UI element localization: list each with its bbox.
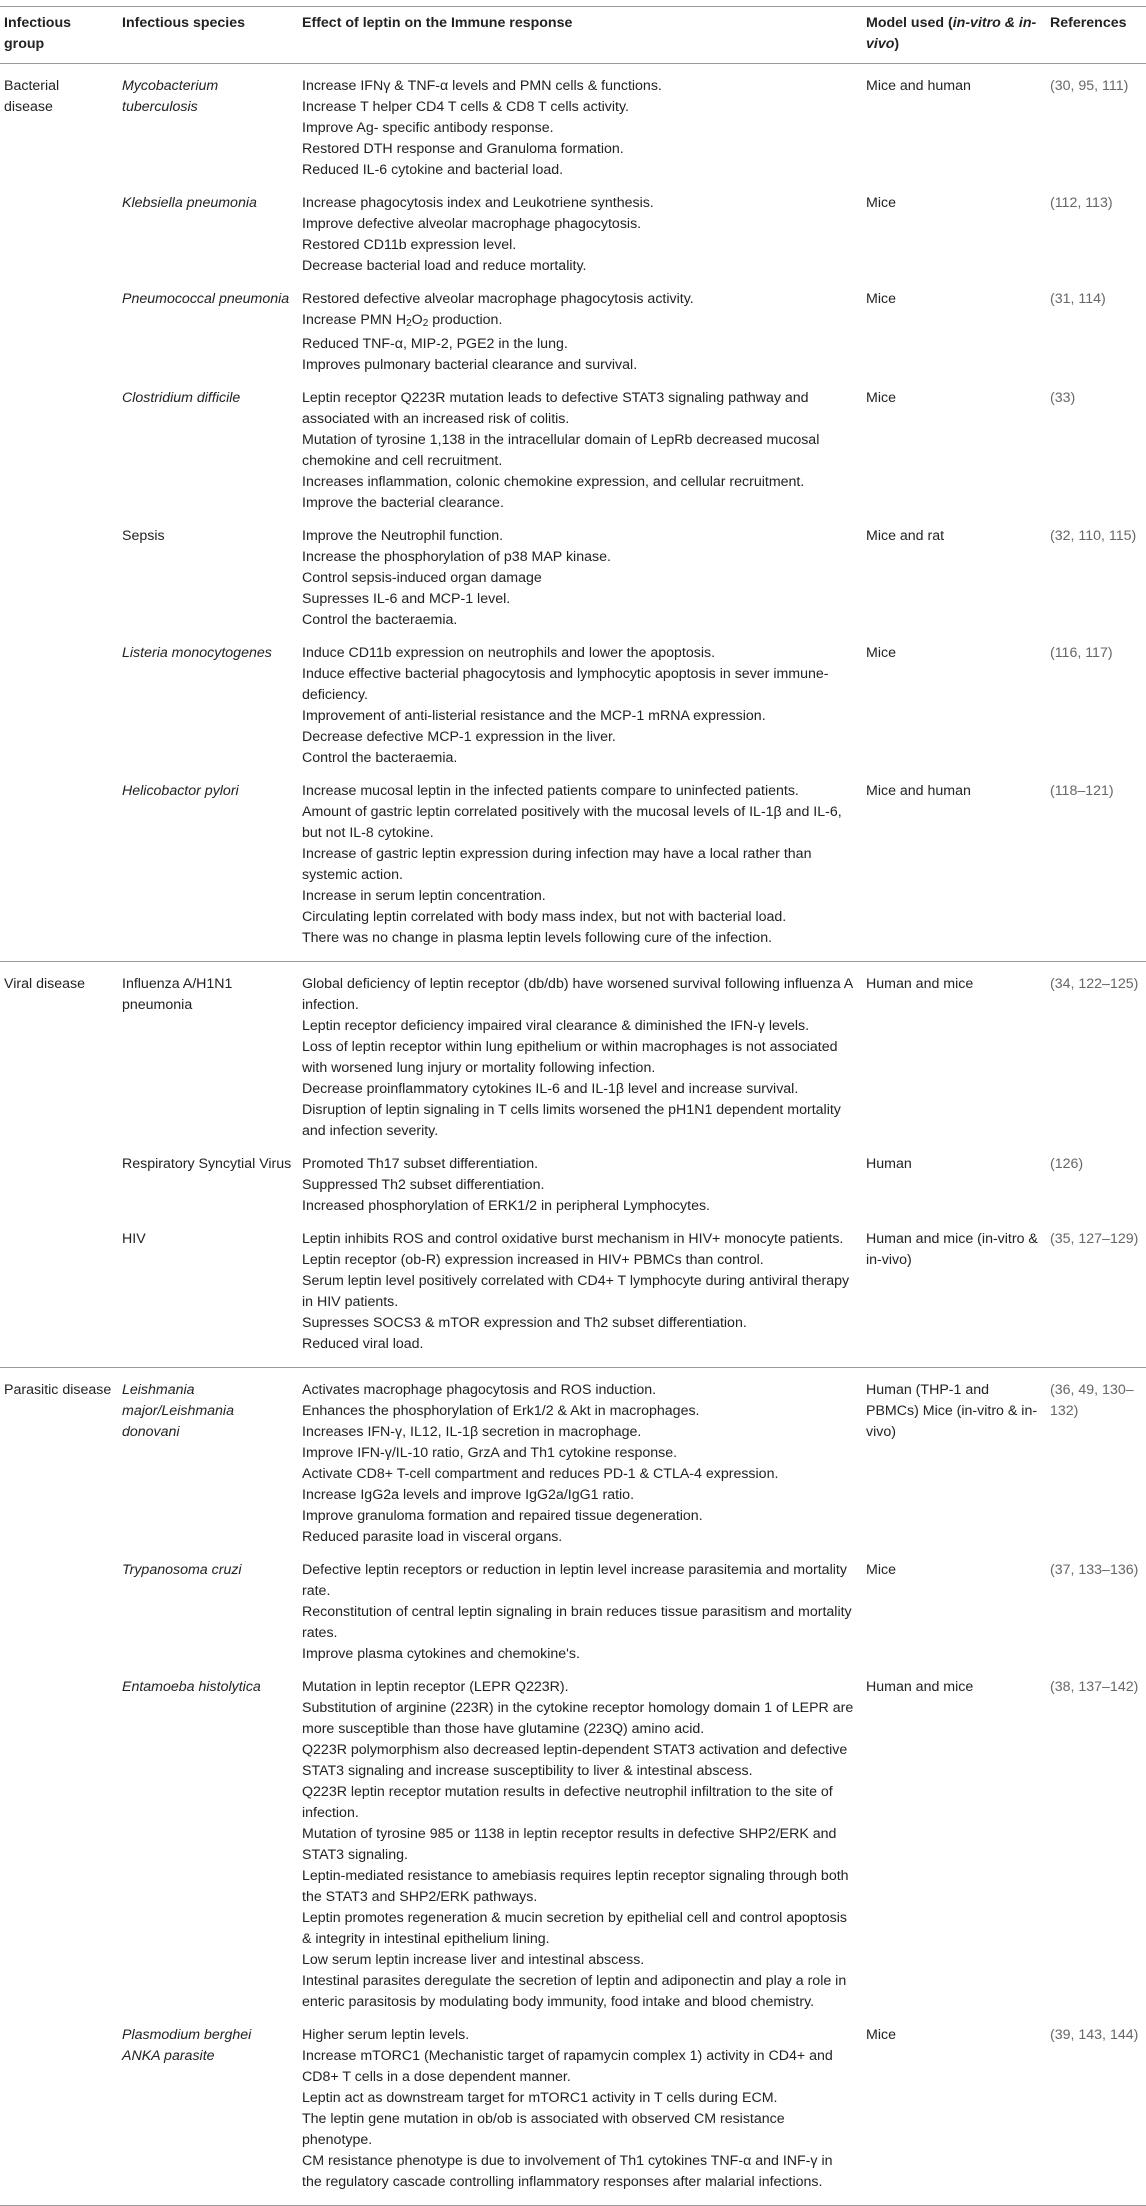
effect-cell [298,962,862,1143]
spacer-cell [298,514,862,526]
infectious-group-cell [0,526,118,631]
header-infectious-species: Infectious species [118,7,298,64]
spacer-cell [298,1142,862,1154]
effect-line: Amount of gastric leptin correlated positively with the mucosal levels of IL-1β and IL-6, but not IL-8 cytokine. [302,804,842,841]
effect-line: Improve IFN-γ/IL-10 ratio, GrzA and Th1 cytokine response. [302,1445,678,1461]
row-spacer [0,1142,1146,1154]
spacer-cell [118,1548,298,1560]
effect-line: Improve defective alveolar macrophage phagocytosis. [302,216,642,232]
model-cell: Human [866,1156,912,1172]
effect-cell [298,1677,862,2013]
effect-cell [298,1368,862,1549]
infectious-species-cell: Trypanosoma cruzi [122,1562,242,1578]
effect-line: Restored CD11b expression level. [302,237,517,253]
effect-cell [298,1229,862,1368]
table-row [0,1229,1146,1368]
infectious-species-cell: Clostridium difficile [122,390,241,406]
effect-line: Disruption of leptin signaling in T cells limits worsened the pH1N1 dependent mortality and infection severity. [302,1102,841,1139]
effect-line: Decrease bacterial load and reduce mortality. [302,258,587,274]
infectious-group-cell [0,1229,118,1368]
effect-line: Mutation in leptin receptor (LEPR Q223R). [302,1679,569,1695]
table-row [0,962,1146,1143]
effect-cell [298,193,862,277]
header-references: References [1046,7,1146,64]
spacer-cell [1046,514,1146,526]
infectious-species-cell: Mycobacterium tuberculosis [122,78,219,115]
spacer-cell [298,769,862,781]
infectious-species-cell: Helicobactor pylori [118,781,298,962]
spacer-cell [118,1217,298,1229]
effect-line: Reduced viral load. [302,1336,424,1352]
effect-line: CM resistance phenotype is due to involvement of Th1 cytokines TNF-α and INF-γ in the regulatory cascade controlling inflammatory responses after malarial infections. [302,2153,833,2190]
references-cell: (118–121) [1046,781,1146,962]
model-cell: Mice and human [862,781,1046,962]
effect-line: Induce CD11b expression on neutrophils and lower the apoptosis. [302,645,716,661]
effect-line: Improve the bacterial clearance. [302,495,504,511]
effect-line: Enhances the phosphorylation of Erk1/2 & Akt in macrophages. [302,1403,700,1419]
spacer-cell [118,181,298,193]
spacer-cell [0,1548,118,1560]
spacer-cell [298,1665,862,1677]
table-row [0,1154,1146,1217]
spacer-cell [0,769,118,781]
references-cell: (36, 49, 130–132) [1050,1382,1134,1419]
references-cell: (32, 110, 115) [1050,528,1137,544]
infectious-species-cell: Sepsis [122,528,165,544]
effect-line: Increases inflammation, colonic chemokine expression, and cellular recruitment. [302,474,805,490]
infectious-species-cell: Pneumococcal pneumonia [122,291,290,307]
effect-line: There was no change in plasma leptin levels following cure of the infection. [302,930,773,946]
effect-line: Increase phagocytosis index and Leukotriene synthesis. [302,195,654,211]
effect-cell [298,781,862,962]
spacer-cell [118,1665,298,1677]
table-row [0,643,1146,769]
effect-line: Increase IFNγ & TNF-α levels and PMN cells & functions. [302,78,662,94]
effect-line: Increase mTORC1 (Mechanistic target of rapamycin complex 1) activity in CD4+ and CD8+ T cells in a dose dependent manner. [302,2048,833,2085]
effect-cell [298,1154,862,1217]
table-row [0,64,1146,182]
spacer-cell [298,1217,862,1229]
references-cell: (116, 117) [1050,645,1113,661]
spacer-cell [862,1548,1046,1560]
effect-line: Intestinal parasites deregulate the secretion of leptin and adiponectin and play a role in enteric parasitosis by modulating body immunity, food intake and blood chemistry. [302,1973,847,2010]
spacer-cell [0,1142,118,1154]
effect-cell [298,2025,862,2206]
row-spacer [0,1217,1146,1229]
spacer-cell [1046,769,1146,781]
effect-line: Restored DTH response and Granuloma formation. [302,141,624,157]
table-row [0,388,1146,514]
references-cell: (34, 122–125) [1050,976,1139,992]
table-row [0,1560,1146,1665]
effect-line: Increase the phosphorylation of p38 MAP kinase. [302,549,611,565]
effect-line: Induce effective bacterial phagocytosis and lymphocytic apoptosis in sever immune-deficiency. [302,666,829,703]
header-effect: Effect of leptin on the Immune response [298,7,862,64]
effect-line: Reduced IL-6 cytokine and bacterial load. [302,162,564,178]
spacer-cell [862,1217,1046,1229]
spacer-cell [862,769,1046,781]
references-cell: (33) [1050,390,1076,406]
infectious-group-cell: Viral disease [4,976,85,992]
spacer-cell [1046,1548,1146,1560]
spacer-cell [1046,376,1146,388]
infectious-group-cell [0,643,118,769]
row-spacer [0,631,1146,643]
infectious-species-cell: Respiratory Syncytial Virus [122,1156,292,1172]
row-spacer [0,514,1146,526]
effect-line: Improves pulmonary bacterial clearance and survival. [302,357,638,373]
spacer-cell [118,2013,298,2025]
spacer-cell [118,277,298,289]
spacer-cell [862,2013,1046,2025]
infectious-group-cell [0,2025,118,2206]
spacer-cell [1046,631,1146,643]
header-model-italic: in-vitro & in-vivo [866,15,1037,52]
spacer-cell [0,631,118,643]
effect-line: Defective leptin receptors or reduction in leptin level increase parasitemia and mortality rate. [302,1562,847,1599]
infectious-group-cell: Parasitic disease [4,1382,112,1398]
spacer-cell [118,1142,298,1154]
effect-line: Increase IgG2a levels and improve IgG2a/IgG1 ratio. [302,1487,635,1503]
references-cell: (37, 133–136) [1050,1562,1139,1578]
infectious-group-cell [0,193,118,277]
effect-cell [298,289,862,376]
effect-cell [298,643,862,769]
infectious-group-cell [0,1154,118,1217]
spacer-cell [862,1142,1046,1154]
spacer-cell [1046,1665,1146,1677]
spacer-cell [1046,2013,1146,2025]
infectious-species-cell: Influenza A/H1N1 pneumonia [122,976,233,1013]
spacer-cell [0,514,118,526]
row-spacer [0,769,1146,781]
effect-line: Reconstitution of central leptin signaling in brain reduces tissue parasitism and mortality rates. [302,1604,852,1641]
model-cell: Mice [866,195,896,211]
effect-line: Restored defective alveolar macrophage phagocytosis activity. [302,291,694,307]
model-cell: Human and mice [866,1679,974,1695]
spacer-cell [0,277,118,289]
effect-line: Activates macrophage phagocytosis and ROS induction. [302,1382,657,1398]
effect-line: Leptin inhibits ROS and control oxidative burst mechanism in HIV+ monocyte patients. [302,1231,844,1247]
table-row [0,2025,1146,2206]
spacer-cell [1046,1217,1146,1229]
effect-line: Increased phosphorylation of ERK1/2 in peripheral Lymphocytes. [302,1198,710,1214]
effect-line: Increase in serum leptin concentration. [302,888,546,904]
model-cell: Human (THP-1 and PBMCs) Mice (in-vitro & in-vivo) [866,1382,1038,1440]
effect-line: Reduced TNF-α, MIP-2, PGE2 in the lung. [302,336,568,352]
infectious-group-cell [0,1560,118,1665]
infectious-species-cell: Listeria monocytogenes [122,645,272,661]
effect-line: Mutation of tyrosine 985 or 1138 in leptin receptor results in defective SHP2/ERK and STAT3 signaling. [302,1826,837,1863]
infectious-species-cell: Plasmodium berghei ANKA parasite [118,2025,298,2206]
effect-line: Improve the Neutrophil function. [302,528,504,544]
spacer-cell [0,181,118,193]
spacer-cell [862,1665,1046,1677]
table-row [0,526,1146,631]
effect-line: Q223R leptin receptor mutation results in defective neutrophil infiltration to the site of infection. [302,1784,833,1821]
effect-line: Increase T helper CD4 T cells & CD8 T cells activity. [302,99,629,115]
infectious-group-cell [0,388,118,514]
spacer-cell [862,376,1046,388]
references-cell: (112, 113) [1050,195,1113,211]
header-model-text: Model used ( [866,15,953,31]
spacer-cell [118,631,298,643]
spacer-cell [298,631,862,643]
effect-line: Improve plasma cytokines and chemokine's. [302,1646,580,1662]
row-spacer [0,1665,1146,1677]
effect-line: The leptin gene mutation in ob/ob is associated with observed CM resistance phenotype. [302,2111,785,2148]
model-cell: Mice [866,645,896,661]
spacer-cell [1046,1142,1146,1154]
header-infectious-group: Infectious group [0,7,118,64]
spacer-cell [118,769,298,781]
references-cell: (30, 95, 111) [1050,78,1129,94]
spacer-cell [118,376,298,388]
model-cell: Mice and human [866,78,971,94]
table-body [0,64,1146,2206]
spacer-cell [298,277,862,289]
effect-line: Mutation of tyrosine 1,138 in the intracellular domain of LepRb decreased mucosal chemokine and cell recruitment. [302,432,820,469]
effect-line: Leptin receptor deficiency impaired viral clearance & diminished the IFN-γ levels. [302,1018,810,1034]
infectious-species-cell: Entamoeba histolytica [122,1679,261,1695]
header-model-used [862,7,1046,64]
infectious-group-cell [0,1677,118,2013]
header-model-close: ) [894,36,900,52]
model-cell: Human and mice [866,976,974,992]
model-cell: Mice [866,291,896,307]
table-row [0,781,1146,962]
effect-line: Increase mucosal leptin in the infected patients compare to uninfected patients. [302,783,799,799]
effect-line: Increases IFN-γ, IL12, IL-1β secretion in macrophage. [302,1424,642,1440]
effect-line: Activate CD8+ T-cell compartment and reduces PD-1 & CTLA-4 expression. [302,1466,779,1482]
infectious-group-cell [0,781,118,962]
spacer-cell [298,181,862,193]
table-row [0,193,1146,277]
leptin-immune-response-table [0,6,1146,2206]
infectious-species-cell: HIV [118,1229,298,1368]
effect-line: Global deficiency of leptin receptor (db/db) have worsened survival following influenza A infection. [302,976,853,1013]
spacer-cell [1046,277,1146,289]
effect-line: Increase of gastric leptin expression during infection may have a local rather than systemic action. [302,846,812,883]
effect-line: Leptin promotes regeneration & mucin secretion by epithelial cell and control apoptosis & integrity in intestinal epithelium lining. [302,1910,847,1947]
effect-line: Leptin receptor (ob-R) expression increased in HIV+ PBMCs than control. [302,1252,764,1268]
effect-line: Improve Ag- specific antibody response. [302,120,554,136]
effect-line: Improve granuloma formation and repaired tissue degeneration. [302,1508,703,1524]
effect-line: Improvement of anti-listerial resistance and the MCP-1 mRNA expression. [302,708,766,724]
effect-line: Increase PMN $H_2O_2$ production. [302,312,503,329]
infectious-species-cell: Klebsiella pneumonia [122,195,257,211]
infectious-group-cell [0,289,118,376]
effect-line: Substitution of arginine (223R) in the cytokine receptor homology domain 1 of LEPR are more susceptible than those have glutamine (223Q) amino acid. [302,1700,854,1737]
references-cell: (35, 127–129) [1046,1229,1146,1368]
spacer-cell [862,631,1046,643]
effect-line: Loss of leptin receptor within lung epithelium or within macrophages is not associated with worsened lung injury or mortality following infection. [302,1039,838,1076]
spacer-cell [0,1665,118,1677]
effect-line: Suppressed Th2 subset differentiation. [302,1177,545,1193]
spacer-cell [0,1217,118,1229]
spacer-cell [298,376,862,388]
spacer-cell [298,2013,862,2025]
references-cell: (38, 137–142) [1050,1679,1139,1695]
spacer-cell [0,2013,118,2025]
spacer-cell [298,1548,862,1560]
row-spacer [0,1548,1146,1560]
effect-cell [298,388,862,514]
table-row [0,1368,1146,1549]
effect-line: Control the bacteraemia. [302,750,458,766]
references-cell: (126) [1050,1156,1084,1172]
effect-line: Supresses SOCS3 & mTOR expression and Th2 subset differentiation. [302,1315,747,1331]
effect-line: Decrease proinflammatory cytokines IL-6 and IL-1β level and increase survival. [302,1081,799,1097]
row-spacer [0,2013,1146,2025]
model-cell: Mice [866,1562,896,1578]
row-spacer [0,181,1146,193]
spacer-cell [862,181,1046,193]
effect-line: Supresses IL-6 and MCP-1 level. [302,591,511,607]
effect-line: Serum leptin level positively correlated with CD4+ T lymphocyte during antiviral therapy in HIV patients. [302,1273,850,1310]
spacer-cell [0,376,118,388]
effect-line: Leptin receptor Q223R mutation leads to defective STAT3 signaling pathway and associated with an increased risk of colitis. [302,390,809,427]
model-cell: Human and mice (in-vitro & in-vivo) [862,1229,1046,1368]
effect-cell [298,1560,862,1665]
model-cell: Mice and rat [866,528,945,544]
effect-line: Q223R polymorphism also decreased leptin-dependent STAT3 activation and defective STAT3 signaling and increase susceptibility to liver & intestinal abscess. [302,1742,848,1779]
table-header [0,7,1146,64]
infectious-species-cell: Leishmania major/Leishmania donovani [122,1382,234,1440]
effect-line: Decrease defective MCP-1 expression in the liver. [302,729,616,745]
model-cell: Mice [866,390,896,406]
references-cell: (39, 143, 144) [1046,2025,1146,2206]
effect-line: Higher serum leptin levels. [302,2027,470,2043]
spacer-cell [862,277,1046,289]
effect-line: Leptin act as downstream target for mTORC1 activity in T cells during ECM. [302,2090,778,2106]
effect-line: Control sepsis-induced organ damage [302,570,542,586]
references-cell: (31, 114) [1050,291,1106,307]
infectious-group-cell: Bacterial disease [4,78,60,115]
effect-cell [298,64,862,182]
spacer-cell [862,514,1046,526]
row-spacer [0,376,1146,388]
row-spacer [0,277,1146,289]
effect-cell [298,526,862,631]
effect-line: Control the bacteraemia. [302,612,458,628]
table-row [0,289,1146,376]
effect-line: Low serum leptin increase liver and intestinal abscess. [302,1952,645,1968]
effect-line: Circulating leptin correlated with body mass index, but not with bacterial load. [302,909,787,925]
spacer-cell [1046,181,1146,193]
table-row [0,1677,1146,2013]
model-cell: Mice [862,2025,1046,2206]
spacer-cell [118,514,298,526]
effect-line: Promoted Th17 subset differentiation. [302,1156,539,1172]
effect-line: Reduced parasite load in visceral organs. [302,1529,563,1545]
effect-line: Leptin-mediated resistance to amebiasis requires leptin receptor signaling through both the STAT3 and SHP2/ERK pathways. [302,1868,849,1905]
